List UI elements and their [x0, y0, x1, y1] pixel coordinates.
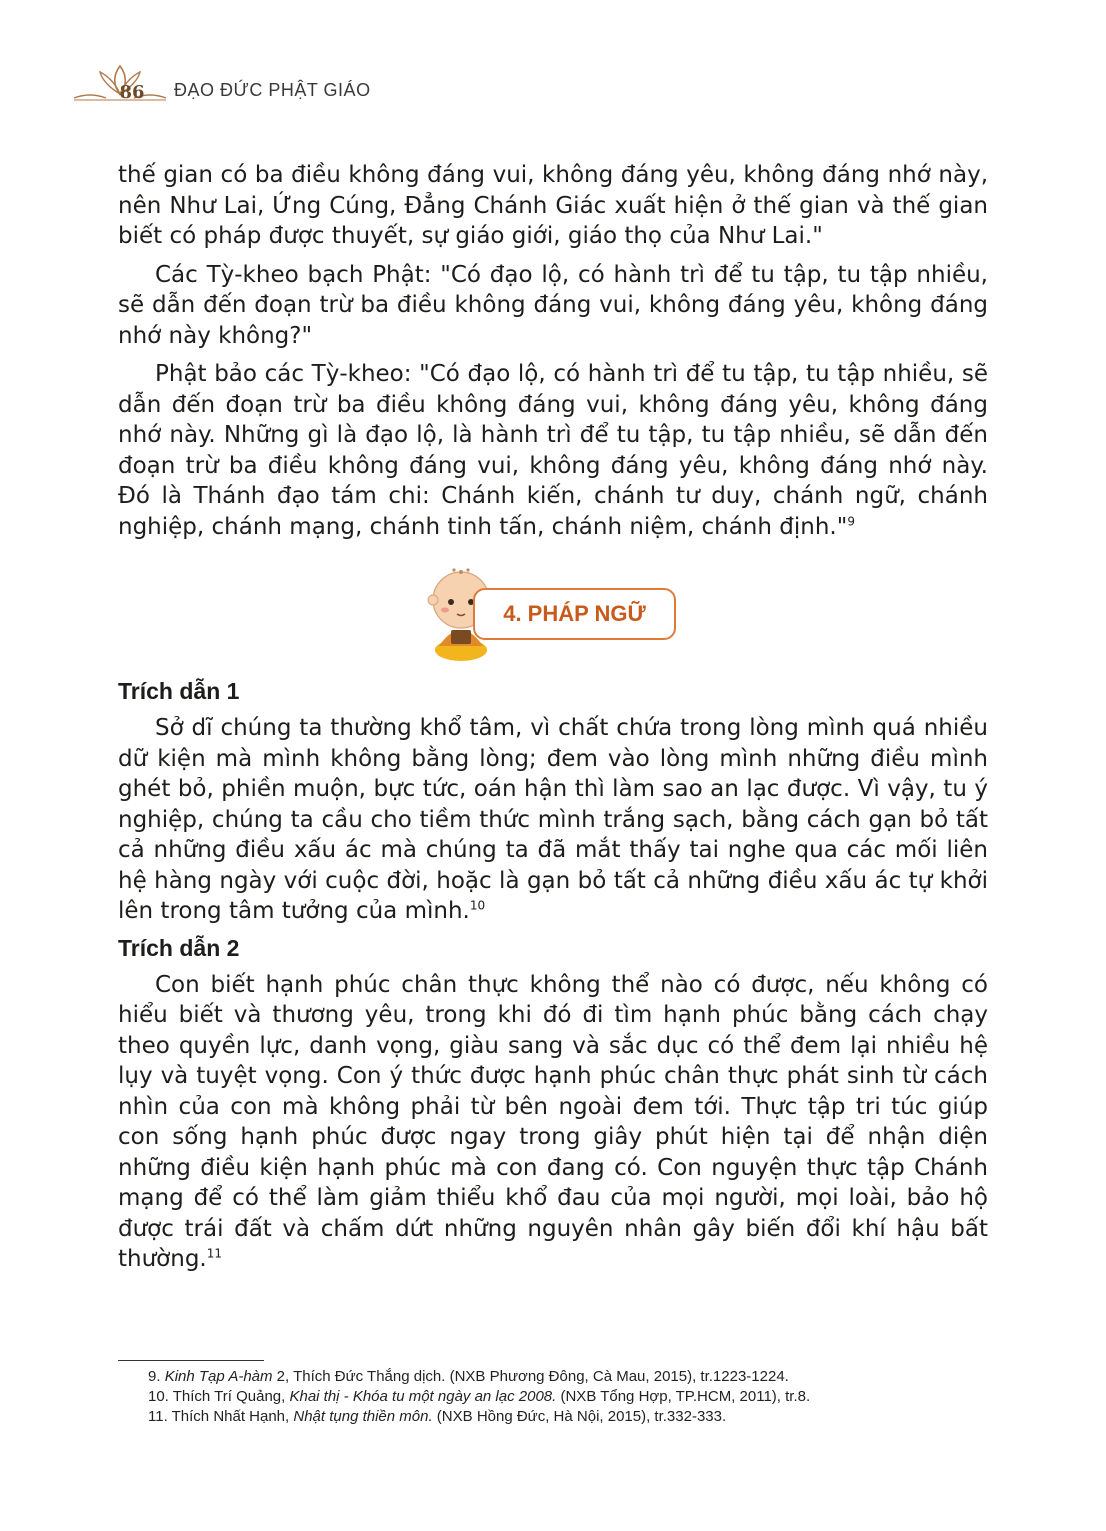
footnote-divider	[118, 1360, 264, 1361]
paragraph-text: Sở dĩ chúng ta thường khổ tâm, vì chất chứa trong lòng mình quá nhiều dữ kiện mà mình không bằng lòng; đem vào lòng mình những điều mình ghét bỏ, phiền muộn, bực tức, oán hận thì làm sao an lạc được. Vì vậy, tu ý nghiệp, chúng ta cầu cho tiềm thức mình trắng sạch, bằng cách gạn bỏ tất cả những điều xấu ác mà chúng ta đã mắt thấy tai nghe qua các mối liên hệ hàng ngày với cuộc đời, hoặc là gạn bỏ tất cả những điều xấu ác tự khởi lên trong tâm tưởng của mình.	[118, 715, 988, 924]
paragraph-text: Con biết hạnh phúc chân thực không thể nào có được, nếu không có hiểu biết và thương yêu, trong khi đó đi tìm hạnh phúc bằng cách chạy theo quyền lực, danh vọng, giàu sang và sắc dục có thể đem lại nhiều hệ lụy và tuyệt vọng. Con ý thức được hạnh phúc chân thực phát sinh từ cách nhìn của con mà không phải từ bên ngoài đem tới. Thực tập tri túc giúp con sống hạnh phúc được ngay trong giây phút hiện tại để nhận diện những điều kiện hạnh phúc mà con đang có. Con nguyện thực tập Chánh mạng để có thể làm giảm thiểu khổ đau của mọi người, mọi loài, bảo hộ được trái đất và chấm dứt những nguyên nhân gây biến đổi khí hậu bất thường.	[118, 971, 988, 1272]
page-number: 86	[119, 82, 145, 103]
paragraph-text: thế gian có ba điều không đáng vui, không đáng yêu, không đáng nhớ này, nên Như Lai, Ứng Cúng, Đẳng Chánh Giác xuất hiện ở thế gian và thế gian biết có pháp được thuyết, sự giáo giới, giáo thọ của Như Lai."	[118, 162, 988, 249]
footnote-ref: 10	[469, 898, 486, 913]
footnotes	[118, 1360, 998, 1427]
footnote-ref: 9	[847, 513, 855, 528]
footnote-ref: 11	[206, 1246, 223, 1261]
paragraph-text: Các Tỳ-kheo bạch Phật: "Có đạo lộ, có hành trì để tu tập, tu tập nhiều, sẽ dẫn đến đoạn trừ ba điều không đáng vui, không đáng yêu, không đáng nhớ này không?"	[118, 261, 988, 349]
paragraph	[118, 260, 988, 352]
paragraph-text: Phật bảo các Tỳ-kheo: "Có đạo lộ, có hành trì để tu tập, tu tập nhiều, sẽ dẫn đến đoạn trừ ba điều không đáng vui, không đáng yêu, không đáng nhớ này. Những gì là đạo lộ, là hành trì để tu tập, tu tập nhiều, sẽ dẫn đến đoạn trừ ba điều không đáng vui, không đáng yêu, không đáng nhớ này. Đó là Thánh đạo tám chi: Chánh kiến, chánh tư duy, chánh ngữ, chánh nghiệp, chánh mạng, chánh tinh tấn, chánh niệm, chánh định."	[118, 361, 988, 540]
quote-paragraph	[118, 713, 988, 927]
quote-paragraph	[118, 970, 988, 1275]
section-title: 4. PHÁP NGỮ	[473, 588, 676, 640]
main-content	[118, 160, 988, 1283]
page-header	[70, 62, 390, 112]
section-banner	[118, 564, 988, 672]
footnote: 10. Thích Trí Quảng, Khai thị - Khóa tu một ngày an lạc 2008. (NXB Tổng Hợp, TP.HCM, 2011), tr.8.	[148, 1388, 811, 1405]
paragraph	[118, 359, 988, 542]
paragraph	[118, 160, 988, 252]
quote-heading: Trích dẫn 1	[118, 678, 240, 704]
running-title: ĐẠO ĐỨC PHẬT GIÁO	[174, 80, 371, 100]
footnote: 9. Kinh Tạp A-hàm 2, Thích Đức Thắng dịch. (NXB Phương Đông, Cà Mau, 2015), tr.1223-1224.	[148, 1368, 789, 1385]
quote-heading: Trích dẫn 2	[118, 934, 240, 961]
footnote: 11. Thích Nhất Hạnh, Nhật tụng thiền môn. (NXB Hồng Đức, Hà Nội, 2015), tr.332-333.	[148, 1408, 727, 1425]
